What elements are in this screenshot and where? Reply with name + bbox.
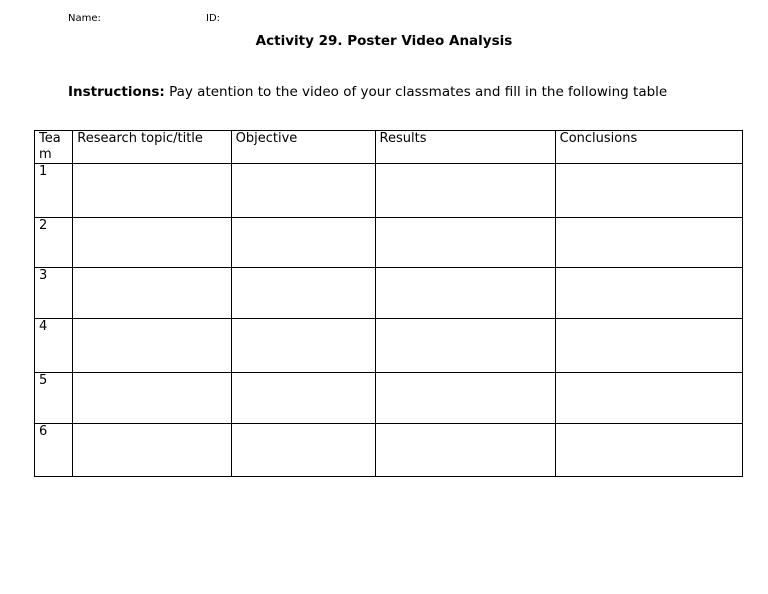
table-row bbox=[35, 319, 743, 373]
page-title: Activity 29. Poster Video Analysis bbox=[255, 33, 513, 49]
conclusions-cell[interactable] bbox=[555, 373, 742, 424]
column-header-team: Team bbox=[35, 131, 73, 164]
team-number-cell: 2 bbox=[35, 218, 73, 268]
conclusions-cell[interactable] bbox=[555, 319, 742, 373]
column-header-objective: Objective bbox=[231, 131, 375, 164]
objective-cell[interactable] bbox=[231, 218, 375, 268]
research-topic-cell[interactable] bbox=[73, 218, 231, 268]
team-number-cell: 4 bbox=[35, 319, 73, 373]
instructions bbox=[68, 84, 758, 100]
table-row bbox=[35, 164, 743, 218]
results-cell[interactable] bbox=[375, 373, 555, 424]
table-row bbox=[35, 218, 743, 268]
analysis-table bbox=[34, 130, 743, 477]
objective-cell[interactable] bbox=[231, 268, 375, 319]
objective-cell[interactable] bbox=[231, 424, 375, 477]
id-label: ID: bbox=[206, 13, 221, 24]
conclusions-cell[interactable] bbox=[555, 268, 742, 319]
objective-cell[interactable] bbox=[231, 164, 375, 218]
table-row bbox=[35, 373, 743, 424]
results-cell[interactable] bbox=[375, 218, 555, 268]
research-topic-cell[interactable] bbox=[73, 268, 231, 319]
team-number-cell: 3 bbox=[35, 268, 73, 319]
results-cell[interactable] bbox=[375, 268, 555, 319]
research-topic-cell[interactable] bbox=[73, 424, 231, 477]
results-cell[interactable] bbox=[375, 319, 555, 373]
column-header-research-topic: Research topic/title bbox=[73, 131, 231, 164]
team-number-cell: 6 bbox=[35, 424, 73, 477]
table-header-row bbox=[35, 131, 743, 164]
conclusions-cell[interactable] bbox=[555, 164, 742, 218]
results-cell[interactable] bbox=[375, 164, 555, 218]
name-label: Name: bbox=[68, 13, 101, 24]
research-topic-cell[interactable] bbox=[73, 373, 231, 424]
column-header-results: Results bbox=[375, 131, 555, 164]
instructions-text: Pay atention to the video of your classmates and fill in the following table bbox=[164, 84, 668, 100]
research-topic-cell[interactable] bbox=[73, 319, 231, 373]
conclusions-cell[interactable] bbox=[555, 424, 742, 477]
column-header-conclusions: Conclusions bbox=[555, 131, 742, 164]
table-row bbox=[35, 268, 743, 319]
team-number-cell: 1 bbox=[35, 164, 73, 218]
team-number-cell: 5 bbox=[35, 373, 73, 424]
instructions-lead: Instructions: bbox=[68, 84, 165, 100]
conclusions-cell[interactable] bbox=[555, 218, 742, 268]
student-info-line bbox=[0, 13, 768, 27]
objective-cell[interactable] bbox=[231, 319, 375, 373]
research-topic-cell[interactable] bbox=[73, 164, 231, 218]
table-row bbox=[35, 424, 743, 477]
objective-cell[interactable] bbox=[231, 373, 375, 424]
results-cell[interactable] bbox=[375, 424, 555, 477]
